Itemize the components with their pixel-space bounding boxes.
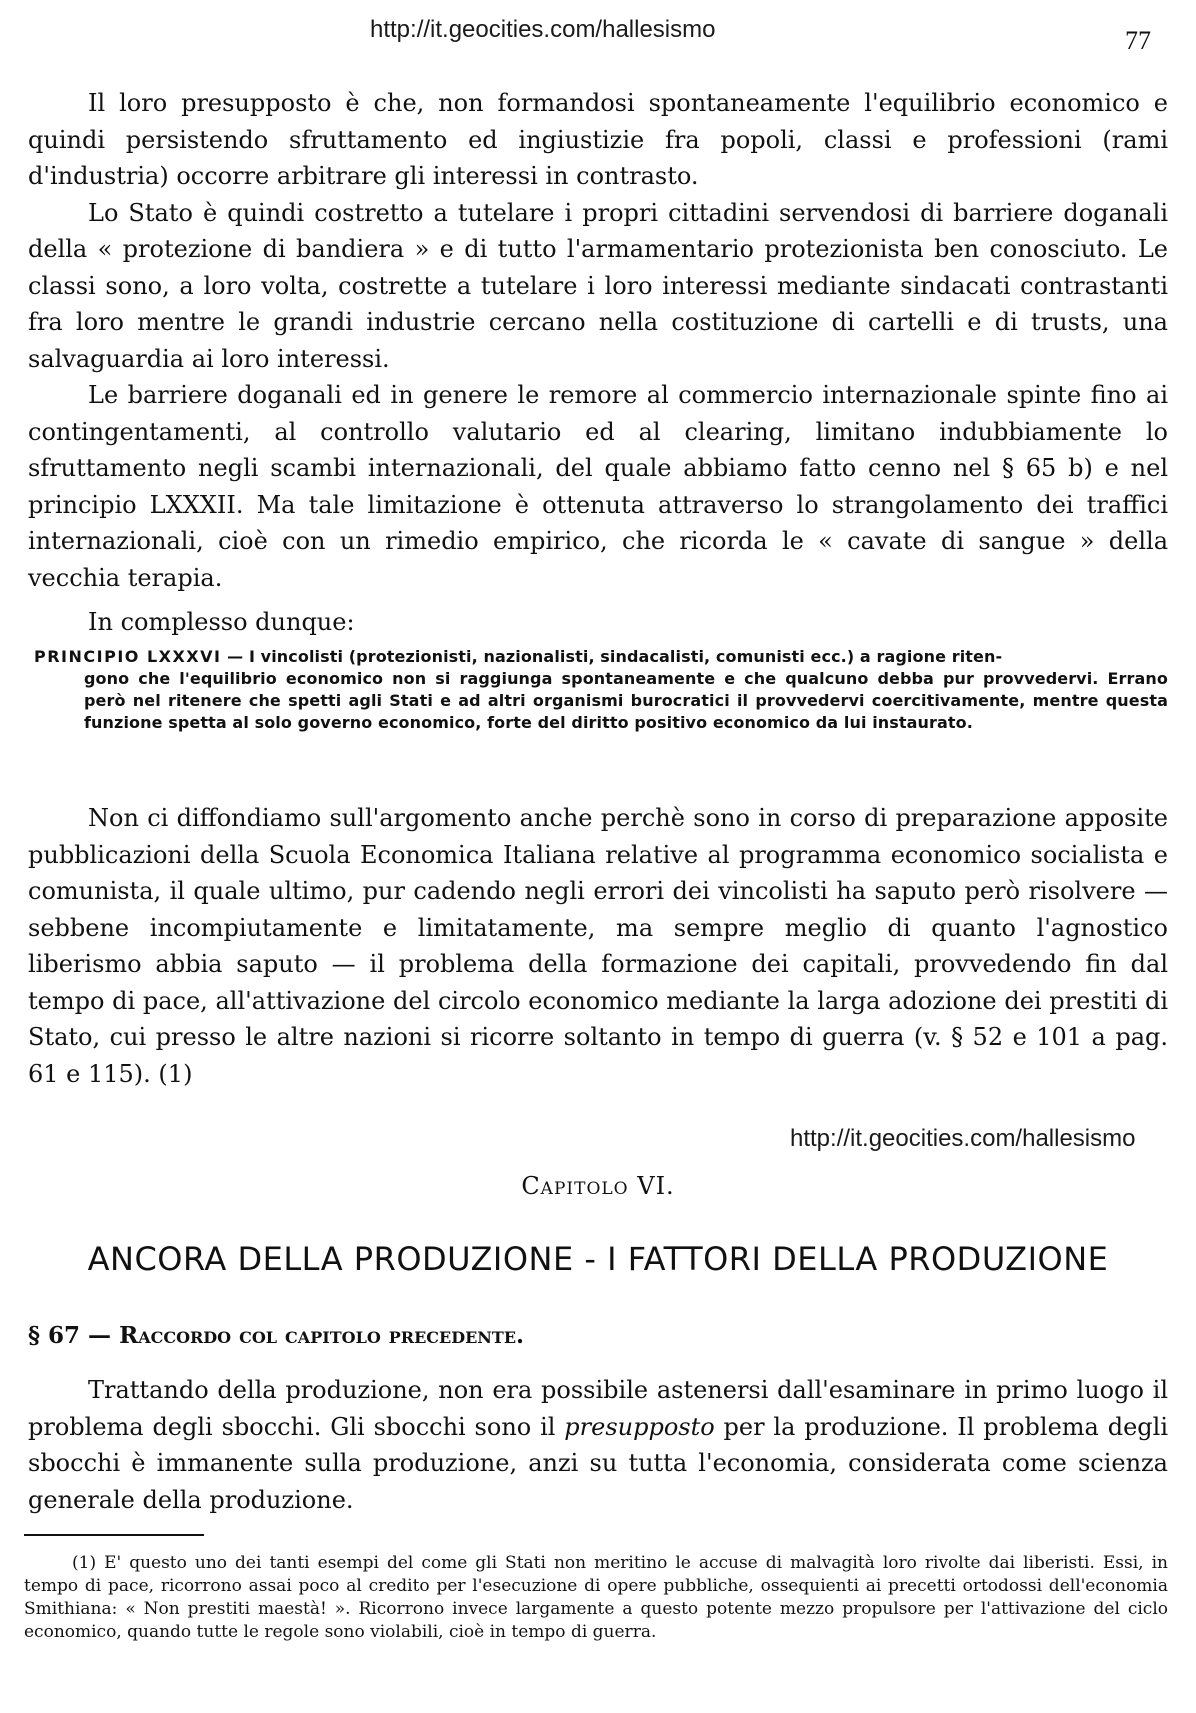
principle-first-line: I vincolisti (protezionisti, nazionalisti, sindacalisti, comunisti ecc.) a ragione riten- xyxy=(248,647,1003,666)
principle-continuation: gono che l'equilibrio economico non si raggiunga spontaneamente e che qualcuno debba pur provvedervi. Errano però nel ritenere che spetti agli Stati e ad altri organismi burocratici il provvedervi coercitivamente, mentre questa funzione spetta al solo governo economico, forte del diritto positivo economico da lui instaurato. xyxy=(84,669,1168,732)
paragraph: Lo Stato è quindi costretto a tutelare i propri cittadini servendosi di barriere doganali della « protezione di bandiera » e di tutto l'armamentario protezionista ben conosciuto. Le classi sono, a loro volta, costrette a tutelare i loro interessi mediante sindacati contrastanti fra loro mentre le grandi industrie cercano nella costituzione di cartelli e di trusts, una salvaguardia ai loro interessi. xyxy=(28,198,1168,373)
chapter-title: ANCORA DELLA PRODUZIONE - I FATTORI DELLA PRODUZIONE xyxy=(87,1240,1109,1278)
section-title: Raccordo col capitolo precedente. xyxy=(119,1322,525,1349)
paragraph: Il loro presupposto è che, non formandosi spontaneamente l'equilibrio economico e quindi persistendo sfruttamento ed ingiustizie fra popoli, classi e professioni (rami d'industria) occorre arbitrare gli interessi in contrasto. xyxy=(28,89,1168,190)
paragraph: Trattando della produzione, non era possibile astenersi dall'esaminare in primo luogo il problema degli sbocchi. Gli sbocchi sono il presupposto per la produzione. Il problema degli sbocchi è immanente sulla produzione, anzi su tutta l'economia, considerata come scienza generale della produzione. xyxy=(28,1376,1168,1514)
chapter-label: Capitolo VI. xyxy=(521,1172,675,1200)
section-number: § 67 — xyxy=(28,1322,112,1349)
emphasis: presupposto xyxy=(564,1412,715,1441)
paragraph: Le barriere doganali ed in genere le remore al commercio internazionale spinte fino ai contingentamenti, al controllo valutario ed al clearing, limitano indubbiamente lo sfruttamento negli scambi internazionali, del quale abbiamo fatto cenno nel § 65 b) e nel principio LXXXII. Ma tale limitazione è ottenuta attraverso lo strangolamento dei traffici internazionali, cioè con un rimedio empirico, che ricorda le « cavate di sangue » della vecchia terapia. xyxy=(28,381,1168,592)
body-section-top xyxy=(28,85,1168,641)
principle-block xyxy=(34,646,1168,734)
footnote-rule xyxy=(24,1534,204,1536)
footnote-text: (1) E' questo uno dei tanti esempi del come gli Stati non meritino le accuse di malvagità loro rivolte dai liberisti. Essi, in tempo di pace, ricorrono assai poco al credito per l'esecuzione di opere pubbliche, ossequienti ai precetti ortodossi dell'economia Smithiana: « Non prestiti maestà! ». Ricorrono invece largamente a questo potente mezzo propulsore per l'attivazione del ciclo economico, quando tutte le regole sono violabili, cioè in tempo di guerra. xyxy=(24,1553,1168,1642)
section-heading xyxy=(28,1322,524,1349)
body-section-bottom xyxy=(28,1372,1168,1518)
mid-url: http://it.geocities.com/hallesismo xyxy=(790,1125,1136,1152)
principle-dash: — xyxy=(221,647,249,666)
paragraph: Non ci diffondiamo sull'argomento anche perchè sono in corso di preparazione apposite pubblicazioni della Scuola Economica Italiana relative al programma economico socialista e comunista, il quale ultimo, pur cadendo negli errori dei vincolisti ha saputo però risolvere — sebbene incompiutamente e limitatamente, ma sempre meglio di quanto l'agnostico liberismo abbia saputo — il problema della formazione dei capitali, provvedendo fin dal tempo di pace, all'attivazione del circolo economico mediante la larga adozione dei prestiti di Stato, cui presso le altre nazioni si ricorre soltanto in tempo di guerra (v. § 52 e 101 a pag. 61 e 115). (1) xyxy=(28,804,1168,1088)
paragraph: In complesso dunque: xyxy=(88,608,355,636)
page-number: 77 xyxy=(1125,26,1151,55)
footnote xyxy=(24,1552,1168,1644)
header-url: http://it.geocities.com/hallesismo xyxy=(370,16,716,43)
principle-label: PRINCIPIO LXXXVI xyxy=(34,647,222,666)
body-section-mid xyxy=(28,800,1168,1092)
